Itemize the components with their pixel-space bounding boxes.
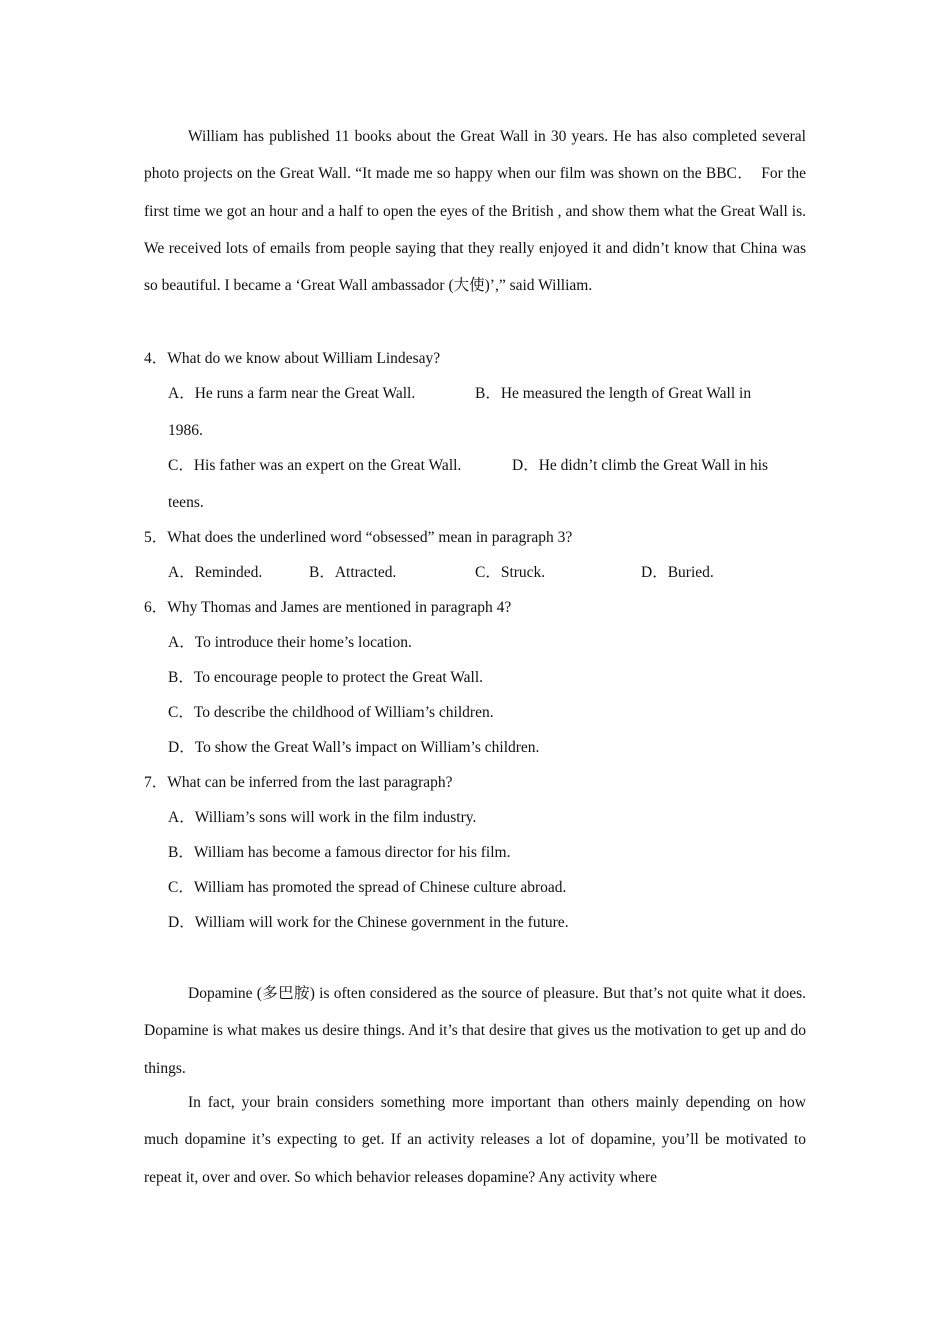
question-4-option-d: D．He didn’t climb the Great Wall in his	[512, 457, 769, 474]
question-4-option-b-continued: 1986.	[168, 422, 203, 439]
question-7-option-d: D．William will work for the Chinese government in the future.	[168, 914, 569, 931]
question-6-option-d: D．To show the Great Wall’s impact on William’s children.	[168, 739, 540, 756]
question-6-stem: 6．Why Thomas and James are mentioned in paragraph 4?	[144, 599, 512, 616]
question-4-option-d-continued: teens.	[168, 494, 204, 511]
passage1-final-paragraph: William has published 11 books about the Great Wall in 30 years. He has also completed several photo projects on the Great Wall. “It made me so happy when our film was shown on the BBC． For the first time we got an hour and a half to open the eyes of the British , and show them what the Great Wall is. We received lots of emails from people saying that they really enjoyed it and didn’t know that China was so beautiful. I became a ‘Great Wall ambassador (大使)’,” said William.	[144, 128, 806, 295]
question-5-option-c: C．Struck.	[475, 564, 546, 581]
question-6-option-b: B．To encourage people to protect the Great Wall.	[168, 669, 484, 686]
question-4-option-b: B．He measured the length of Great Wall in	[475, 385, 752, 402]
question-5-stem: 5．What does the underlined word “obsessed” mean in paragraph 3?	[144, 529, 573, 546]
question-4-option-a: A．He runs a farm near the Great Wall.	[168, 385, 416, 402]
question-5-option-a: A．Reminded.	[168, 564, 263, 581]
question-4-stem: 4．What do we know about William Lindesay?	[144, 350, 441, 367]
question-5-option-d: D．Buried.	[641, 564, 714, 581]
question-7-option-b: B．William has become a famous director for his film.	[168, 844, 511, 861]
question-4-option-c: C．His father was an expert on the Great Wall.	[168, 457, 462, 474]
question-7-option-c: C．William has promoted the spread of Chinese culture abroad.	[168, 879, 567, 896]
question-7-option-a: A．William’s sons will work in the film industry.	[168, 809, 477, 826]
passage2-paragraph-2: In fact, your brain considers something more important than others mainly depending on how much dopamine it’s expecting to get. If an activity releases a lot of dopamine, you’ll be motivated to repeat it, over and over. So which behavior releases dopamine? Any activity where	[144, 1094, 806, 1186]
question-6-option-c: C．To describe the childhood of William’s children.	[168, 704, 494, 721]
question-6-option-a: A．To introduce their home’s location.	[168, 634, 412, 651]
question-5-option-b: B．Attracted.	[309, 564, 397, 581]
passage2-paragraph-1: Dopamine (多巴胺) is often considered as the source of pleasure. But that’s not quite what it does. Dopamine is what makes us desire things. And it’s that desire that gives us the motivation to get up and do things.	[144, 985, 806, 1077]
question-7-stem: 7．What can be inferred from the last paragraph?	[144, 774, 453, 791]
